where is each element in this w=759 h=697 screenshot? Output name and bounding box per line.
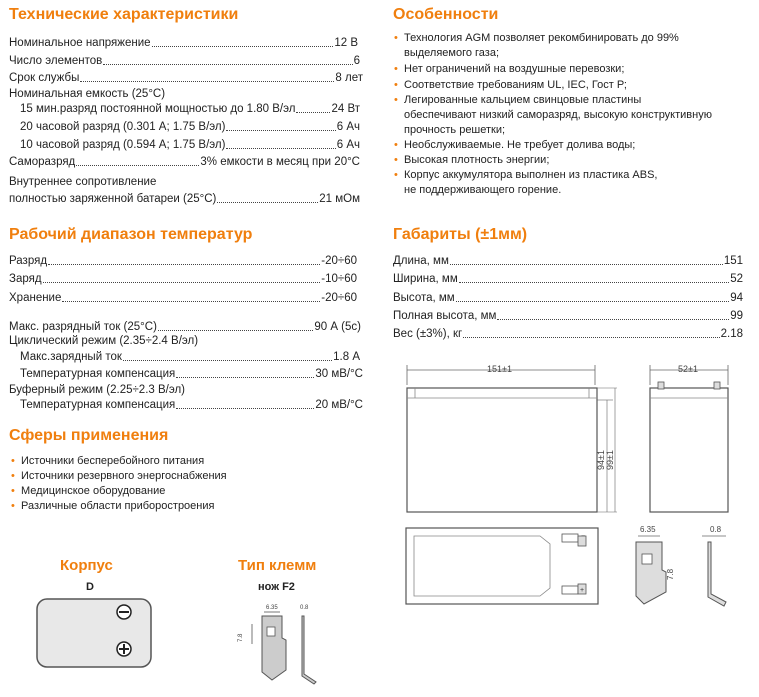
terminal-drawing [232,600,322,690]
minus-marker-icon: − [581,533,586,540]
application-item: • Различные области приборостроения [11,500,215,512]
battery-side-view [640,360,750,520]
dimension-row: Длина, мм 151 [393,255,743,267]
cyclic-row: Температурная компенсация 30 мВ/°С [20,368,363,380]
capacity-label: Номинальная емкость (25°C) [9,88,166,100]
spec-label: Номинальное напряжение [9,37,151,49]
spec-label: Срок службы [9,72,80,84]
features-title: Особенности [393,6,499,23]
spec-label: полностью заряженной батареи (25°C) [9,193,217,205]
height-dimension: 94±1 [596,450,606,470]
spec-row [9,71,363,85]
spec-label: Саморазряд [9,156,76,168]
spec-row [9,155,360,169]
temp-row: Разряд -20÷60 [9,255,357,267]
dimension-row: Вес (±3%), кг 2.18 [393,328,743,340]
buffer-row: Температурная компенсация 20 мВ/°С [20,399,363,411]
spec-value: 24 Вт [331,103,360,115]
temp-row: Хранение -20÷60 [9,292,357,304]
feature-item: • Корпус аккумулятора выполнен из пластика ABS, не поддерживающего горение. [394,169,658,196]
spec-row [9,36,358,50]
terminal-thick-label: 0.8 [300,605,309,611]
spec-value: 6 Ач [336,139,360,151]
spec-value: 6 [353,55,360,67]
feature-item: • Легированные кальцием свинцовые пластины обеспечивают низкий саморазряд, высокую конструктивную прочность решетки; [394,94,712,136]
spec-value: 8 лет [335,72,363,84]
buffer-label: Буферный режим (2.25÷2.3 В/эл) [9,384,186,396]
full-height-dimension: 99±1 [605,450,615,470]
plus-marker-icon: + [580,587,585,594]
feature-item: • Нет ограничений на воздушные перевозки; [394,63,625,75]
temperature-title: Рабочий диапазон температур [9,226,253,243]
detail-width-label: 6.35 [640,525,656,534]
application-item: • Источники бесперебойного питания [11,455,205,467]
spec-value: 12 В [334,37,358,49]
application-item: • Медицинское оборудование [11,485,166,497]
resistance-label: Внутреннее сопротивление [9,176,157,188]
feature-item: • Технология AGM позволяет рекомбинировать до 99% выделяемого газа; [394,32,679,59]
application-item: • Источники резервного энергоснабжения [11,470,227,482]
detail-height-label: 7.8 [666,568,675,580]
terminal-height-label: 7.8 [238,633,244,642]
spec-value: 3% емкости в месяц при 20°C [200,156,360,168]
width-dimension: 52±1 [678,364,698,374]
spec-row [20,138,360,152]
terminal-detail-drawing [622,522,752,612]
spec-label: 10 часовой разряд (0.594 А; 1.75 В/эл) [20,139,226,151]
housing-code: D [86,581,94,593]
feature-item: • Необслуживаемые. Не требует долива воды; [394,139,636,151]
terminal-code: нож F2 [258,581,295,593]
spec-label: 15 мин.разряд постоянной мощностью до 1.80 В/эл [20,103,296,115]
dimensions-title: Габариты (±1мм) [393,226,528,243]
cyclic-row: Макс.зарядный ток 1.8 А [20,351,360,363]
cyclic-label: Циклический режим (2.35÷2.4 В/эл) [9,335,199,347]
feature-item: • Соответствие требованиям UL, IEC, Гост Р; [394,79,627,91]
applications-title: Сферы применения [9,427,169,444]
detail-thick-label: 0.8 [710,525,722,534]
spec-value: 6 Ач [336,121,360,133]
battery-top-icon [36,598,152,668]
spec-row [20,102,360,116]
spec-row [9,192,360,206]
terminal-width-label: 6.35 [266,605,278,611]
dimension-row: Полная высота, мм 99 [393,310,743,322]
spec-label: 20 часовой разряд (0.301 А; 1.75 В/эл) [20,121,226,133]
dimension-row: Высота, мм 94 [393,292,743,304]
temp-row: Заряд -10÷60 [9,273,357,285]
spec-label: Число элементов [9,55,103,67]
spec-row [20,120,360,134]
battery-front-view [395,360,635,520]
terminal-title: Тип клемм [238,557,317,574]
max-current-row: Макс. разрядный ток (25°C) 90 А (5с) [9,321,361,333]
feature-item: • Высокая плотность энергии; [394,154,550,166]
spec-row [9,54,360,68]
length-dimension: 151±1 [487,364,512,374]
battery-top-view [400,524,610,608]
dimension-row: Ширина, мм 52 [393,273,743,285]
spec-value: 21 мОм [319,193,360,205]
housing-title: Корпус [60,557,113,574]
specs-title: Технические характеристики [9,6,239,23]
